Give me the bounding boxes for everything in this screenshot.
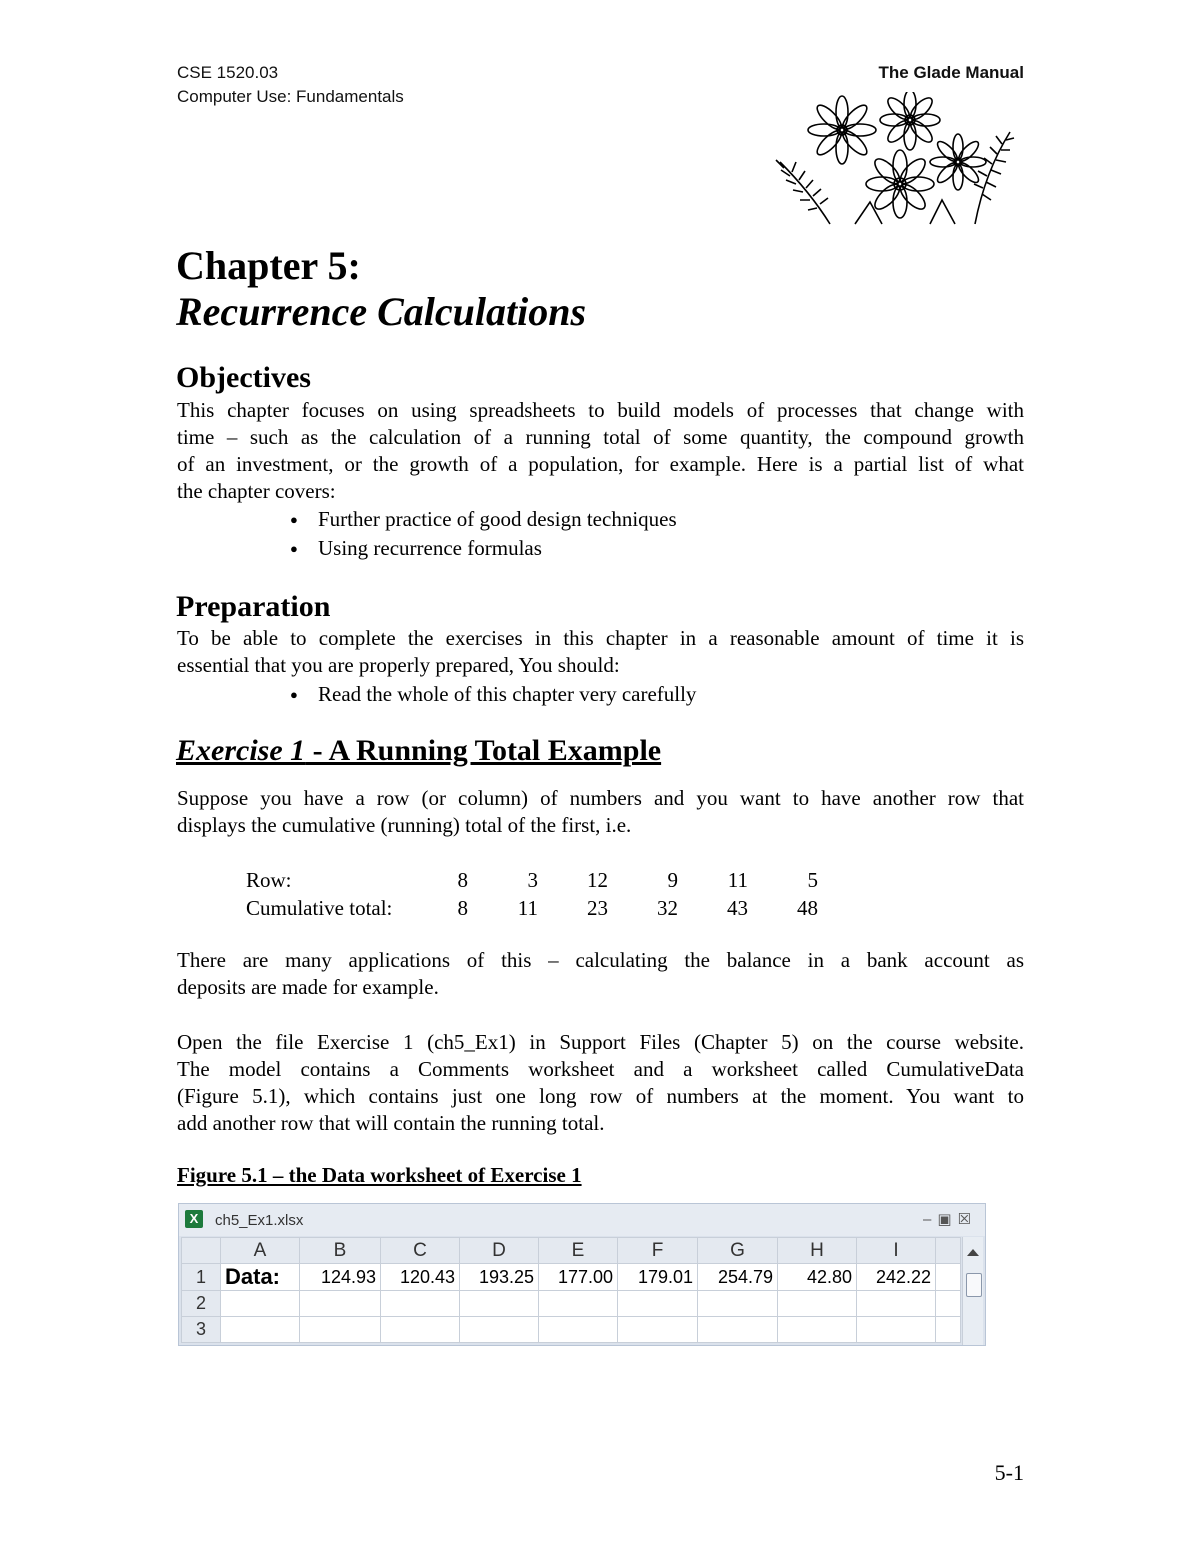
text-line: displays the cumulative (running) total of the first, i.e. xyxy=(177,813,632,837)
select-all-corner[interactable] xyxy=(182,1238,221,1264)
cumulative-value: 32 xyxy=(657,895,678,920)
cell[interactable]: 177.00 xyxy=(539,1264,618,1291)
cell[interactable] xyxy=(698,1317,778,1343)
column-header[interactable]: F xyxy=(618,1238,698,1264)
exercise-intro xyxy=(177,785,1024,839)
row-value: 5 xyxy=(807,867,818,892)
cell[interactable] xyxy=(300,1291,381,1317)
column-header-row xyxy=(182,1238,961,1264)
table-row xyxy=(182,1291,961,1317)
page-number: 5-1 xyxy=(994,1460,1024,1485)
cell[interactable] xyxy=(778,1291,857,1317)
table-row xyxy=(182,1264,961,1291)
cell[interactable]: 124.93 xyxy=(300,1264,381,1291)
sample-row xyxy=(246,894,818,922)
spreadsheet-window xyxy=(178,1203,986,1346)
list-item: ● Further practice of good design techniques xyxy=(290,505,677,534)
objectives-paragraph xyxy=(177,397,1024,505)
column-header[interactable]: C xyxy=(381,1238,460,1264)
cell[interactable]: 193.25 xyxy=(460,1264,539,1291)
cumulative-value: 23 xyxy=(587,895,608,920)
text-line: This chapter focuses on using spreadsheets to build models of processes that change with xyxy=(177,398,1024,422)
row-value: 12 xyxy=(587,867,608,892)
cell[interactable] xyxy=(618,1291,698,1317)
cell[interactable] xyxy=(300,1317,381,1343)
objectives-list xyxy=(290,505,677,563)
cell[interactable]: 179.01 xyxy=(618,1264,698,1291)
text-line: There are many applications of this – calculating the balance in a bank account as xyxy=(177,948,1024,972)
cell[interactable]: 120.43 xyxy=(381,1264,460,1291)
window-controls xyxy=(923,1210,977,1228)
preparation-list xyxy=(290,680,696,709)
column-header[interactable]: B xyxy=(300,1238,381,1264)
row-value: 3 xyxy=(527,867,538,892)
cell[interactable] xyxy=(778,1317,857,1343)
exercise-title-italic: Exercise 1 xyxy=(176,734,306,767)
scroll-up-icon[interactable] xyxy=(967,1249,979,1256)
objectives-heading: Objectives xyxy=(176,361,311,394)
text-line: The model contains a Comments worksheet and a worksheet called CumulativeData xyxy=(177,1057,1024,1081)
restore-icon[interactable]: ▣ xyxy=(937,1211,958,1228)
course-subtitle: Computer Use: Fundamentals xyxy=(177,87,404,106)
cumulative-value: 8 xyxy=(457,895,468,920)
row-label: Row: xyxy=(246,867,292,892)
cumulative-value: 48 xyxy=(797,895,818,920)
row-value: 9 xyxy=(667,867,678,892)
cell[interactable]: 42.80 xyxy=(778,1264,857,1291)
text-line: the chapter covers: xyxy=(177,479,336,503)
text-line: essential that you are properly prepared, You should: xyxy=(177,653,620,677)
window-titlebar xyxy=(179,1204,985,1236)
row-header[interactable]: 1 xyxy=(182,1264,221,1291)
sample-row xyxy=(246,866,818,894)
course-code: CSE 1520.03 xyxy=(177,63,279,82)
scroll-thumb[interactable] xyxy=(966,1273,982,1297)
cell[interactable] xyxy=(539,1291,618,1317)
column-header[interactable]: D xyxy=(460,1238,539,1264)
cell[interactable]: 242.22 xyxy=(857,1264,936,1291)
text-line: Open the file Exercise 1 (ch5_Ex1) in Support Files (Chapter 5) on the course website. xyxy=(177,1030,1024,1054)
cumulative-value: 43 xyxy=(727,895,748,920)
text-line: time – such as the calculation of a running total of some quantity, the compound growth xyxy=(177,425,1024,449)
row-value: 11 xyxy=(727,867,748,892)
preparation-paragraph xyxy=(177,625,1024,679)
vertical-scrollbar[interactable] xyxy=(962,1237,983,1345)
minimize-icon[interactable]: – xyxy=(923,1211,938,1228)
text-line: To be able to complete the exercises in this chapter in a reasonable amount of time it is xyxy=(177,626,1024,650)
column-header-extra xyxy=(936,1238,961,1264)
list-item: ● Using recurrence formulas xyxy=(290,534,677,563)
spreadsheet-grid xyxy=(181,1237,961,1343)
text-line: add another row that will contain the running total. xyxy=(177,1111,605,1135)
cell[interactable] xyxy=(698,1291,778,1317)
file-name: ch5_Ex1.xlsx xyxy=(215,1212,304,1229)
cell[interactable] xyxy=(857,1317,936,1343)
text-line: Suppose you have a row (or column) of numbers and you want to have another row that xyxy=(177,786,1024,810)
exercise-title xyxy=(176,734,661,768)
close-icon[interactable]: ☒ xyxy=(957,1211,977,1228)
cell[interactable] xyxy=(539,1317,618,1343)
manual-title: The Glade Manual xyxy=(878,63,1024,82)
cell[interactable]: 254.79 xyxy=(698,1264,778,1291)
cell[interactable] xyxy=(460,1291,539,1317)
chapter-title: Recurrence Calculations xyxy=(176,289,587,334)
cell[interactable] xyxy=(460,1317,539,1343)
open-file-paragraph xyxy=(177,1029,1024,1137)
column-header[interactable]: E xyxy=(539,1238,618,1264)
column-header[interactable]: I xyxy=(857,1238,936,1264)
figure-caption: Figure 5.1 – the Data worksheet of Exercise 1 xyxy=(177,1163,582,1187)
chapter-number: Chapter 5: xyxy=(176,243,361,288)
exercise-title-rest: - A Running Total Example xyxy=(305,734,662,767)
text-line: deposits are made for example. xyxy=(177,975,439,999)
column-header[interactable]: H xyxy=(778,1238,857,1264)
cell[interactable]: Data: xyxy=(221,1264,300,1291)
cell[interactable] xyxy=(221,1317,300,1343)
cell[interactable] xyxy=(936,1291,961,1317)
text-line: (Figure 5.1), which contains just one long row of numbers at the moment. You want to xyxy=(177,1084,1024,1108)
cell[interactable] xyxy=(618,1317,698,1343)
table-row xyxy=(182,1317,961,1343)
list-item: ● Read the whole of this chapter very carefully xyxy=(290,680,696,709)
row-header[interactable]: 3 xyxy=(182,1317,221,1343)
cell[interactable] xyxy=(936,1317,961,1343)
cell[interactable] xyxy=(381,1317,460,1343)
cumulative-value: 11 xyxy=(517,895,538,920)
row-header[interactable]: 2 xyxy=(182,1291,221,1317)
text-line: of an investment, or the growth of a population, for example. Here is a partial list of what xyxy=(177,452,1024,476)
cell[interactable] xyxy=(857,1291,936,1317)
preparation-heading: Preparation xyxy=(176,590,331,623)
cell[interactable] xyxy=(936,1264,961,1291)
cumulative-label: Cumulative total: xyxy=(246,895,393,920)
cell[interactable] xyxy=(221,1291,300,1317)
column-header[interactable]: A xyxy=(221,1238,300,1264)
excel-icon: X xyxy=(185,1210,203,1228)
running-total-sample xyxy=(246,866,818,922)
applications-paragraph xyxy=(177,947,1024,1001)
flower-logo xyxy=(770,92,1020,228)
column-header[interactable]: G xyxy=(698,1238,778,1264)
row-value: 8 xyxy=(457,867,468,892)
cell[interactable] xyxy=(381,1291,460,1317)
